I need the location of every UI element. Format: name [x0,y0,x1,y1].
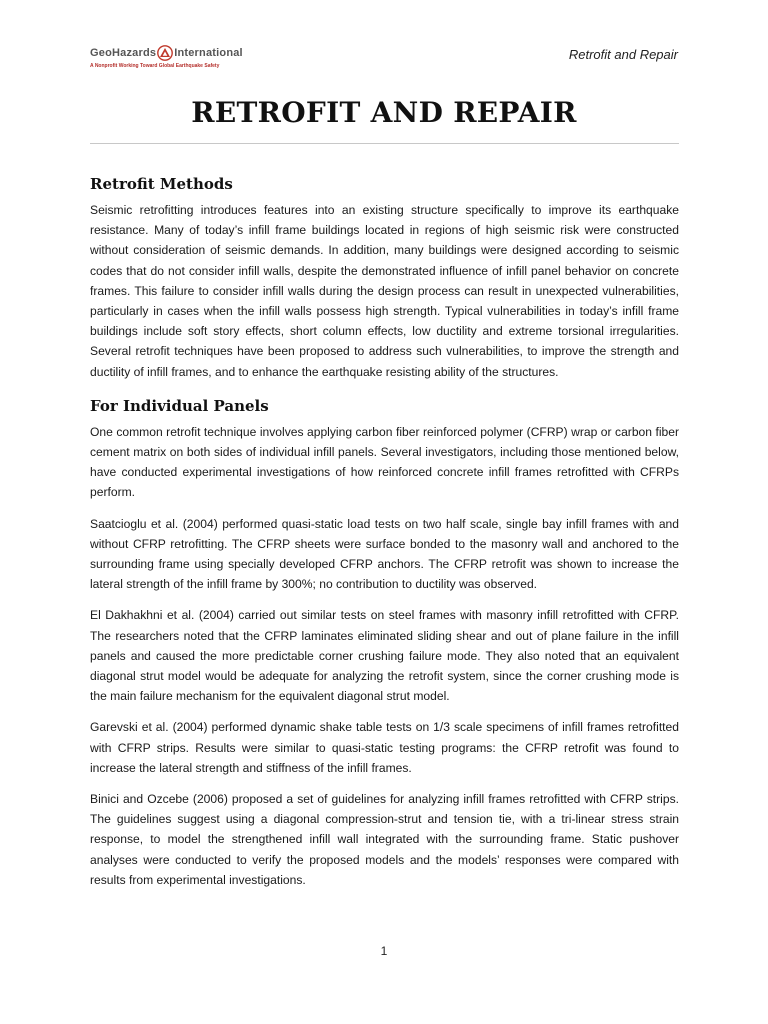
running-head: Retrofit and Repair [568,47,678,62]
paragraph: Garevski et al. (2004) performed dynamic shake table tests on 1/3 scale specimens of infill frames retrofitted with CFRP strips. Results were similar to quasi-static testing programs: the CFRP retrofit was found to increase the lateral strength and stiffness of the infill frames. [90,720,679,775]
paragraph: Seismic retrofitting introduces features into an existing structure specifically to improve its earthquake resistance. Many of today’s infill frame buildings located in regions of high seismic risk were constructed without consideration of seismic demands. In addition, many buildings were designed according to seismic codes that do not consider infill walls, despite the demonstrated influence of infill panel behavior on concrete frames. This failure to consider infill walls during the design process can result in unexpected vulnerabilities, particularly in cases when the infill walls possess high strength. Typical vulnerabilities in today’s infill frame buildings include soft story effects, short column effects, low ductility and extreme torsional irregularities. Several retrofit techniques have been proposed to address such vulnerabilities, to improve the strength and ductility of infill frames, and to enhance the earthquake resisting ability of the structures. [90,203,679,379]
title-divider [90,143,679,144]
page-header [0,0,768,80]
logo-word-right: International [174,47,243,59]
paragraph: El Dakhakhni et al. (2004) carried out similar tests on steel frames with masonry infill retrofitted with CFRP. The researchers noted that the CFRP laminates eliminated sliding shear and out of plane failure in the infill panels and caused the more predictable corner crushing failure mode. They also noted that an equivalent diagonal strut model would be adequate for analyzing the retrofit system, since the corner crushing mode is the main failure mechanism for the equivalent diagonal strut model. [90,608,679,704]
paragraph: One common retrofit technique involves applying carbon fiber reinforced polymer (CFRP) wrap or carbon fiber cement matrix on both sides of individual infill panels. Several investigators, including those mentioned below, have conducted experimental investigations of how reinforced concrete infill frames retrofitted with CFRPs perform. [90,424,679,500]
paragraph: Saatcioglu et al. (2004) performed quasi-static load tests on two half scale, single bay infill frames with and without CFRP retrofitting. The CFRP sheets were surface bonded to the masonry wall and anchored to the surrounding frame using specially developed CFRP anchors. The CFRP retrofit was shown to increase the lateral strength of the infill frame by 300%; no contribution to ductility was observed. [90,516,679,592]
page-number: 1 [380,944,388,958]
document-body [90,174,679,901]
logo-tagline: A Nonprofit Working Toward Global Earthquake Safety [90,63,220,69]
geohazards-logo [90,44,270,69]
logo-word-left: GeoHazards [90,47,157,59]
triangle-logo-icon [157,45,173,61]
paragraph: Binici and Ozcebe (2006) proposed a set of guidelines for analyzing infill frames retrofitted with CFRP strips. The guidelines suggest using a diagonal compression-strut and tension tie, with a tri-linear stress strain response, to model the strengthened infill wall integrated with the surrounding frame. Static pushover analyses were conducted to verify the proposed models and the models’ responses were compared with results from experimental investigations. [90,792,679,887]
section-heading-retrofit-methods: Retrofit Methods [90,175,233,193]
logo-wordmark [90,44,270,62]
section-heading-individual-panels: For Individual Panels [90,396,269,415]
page-title: RETROFIT AND REPAIR [191,96,577,129]
